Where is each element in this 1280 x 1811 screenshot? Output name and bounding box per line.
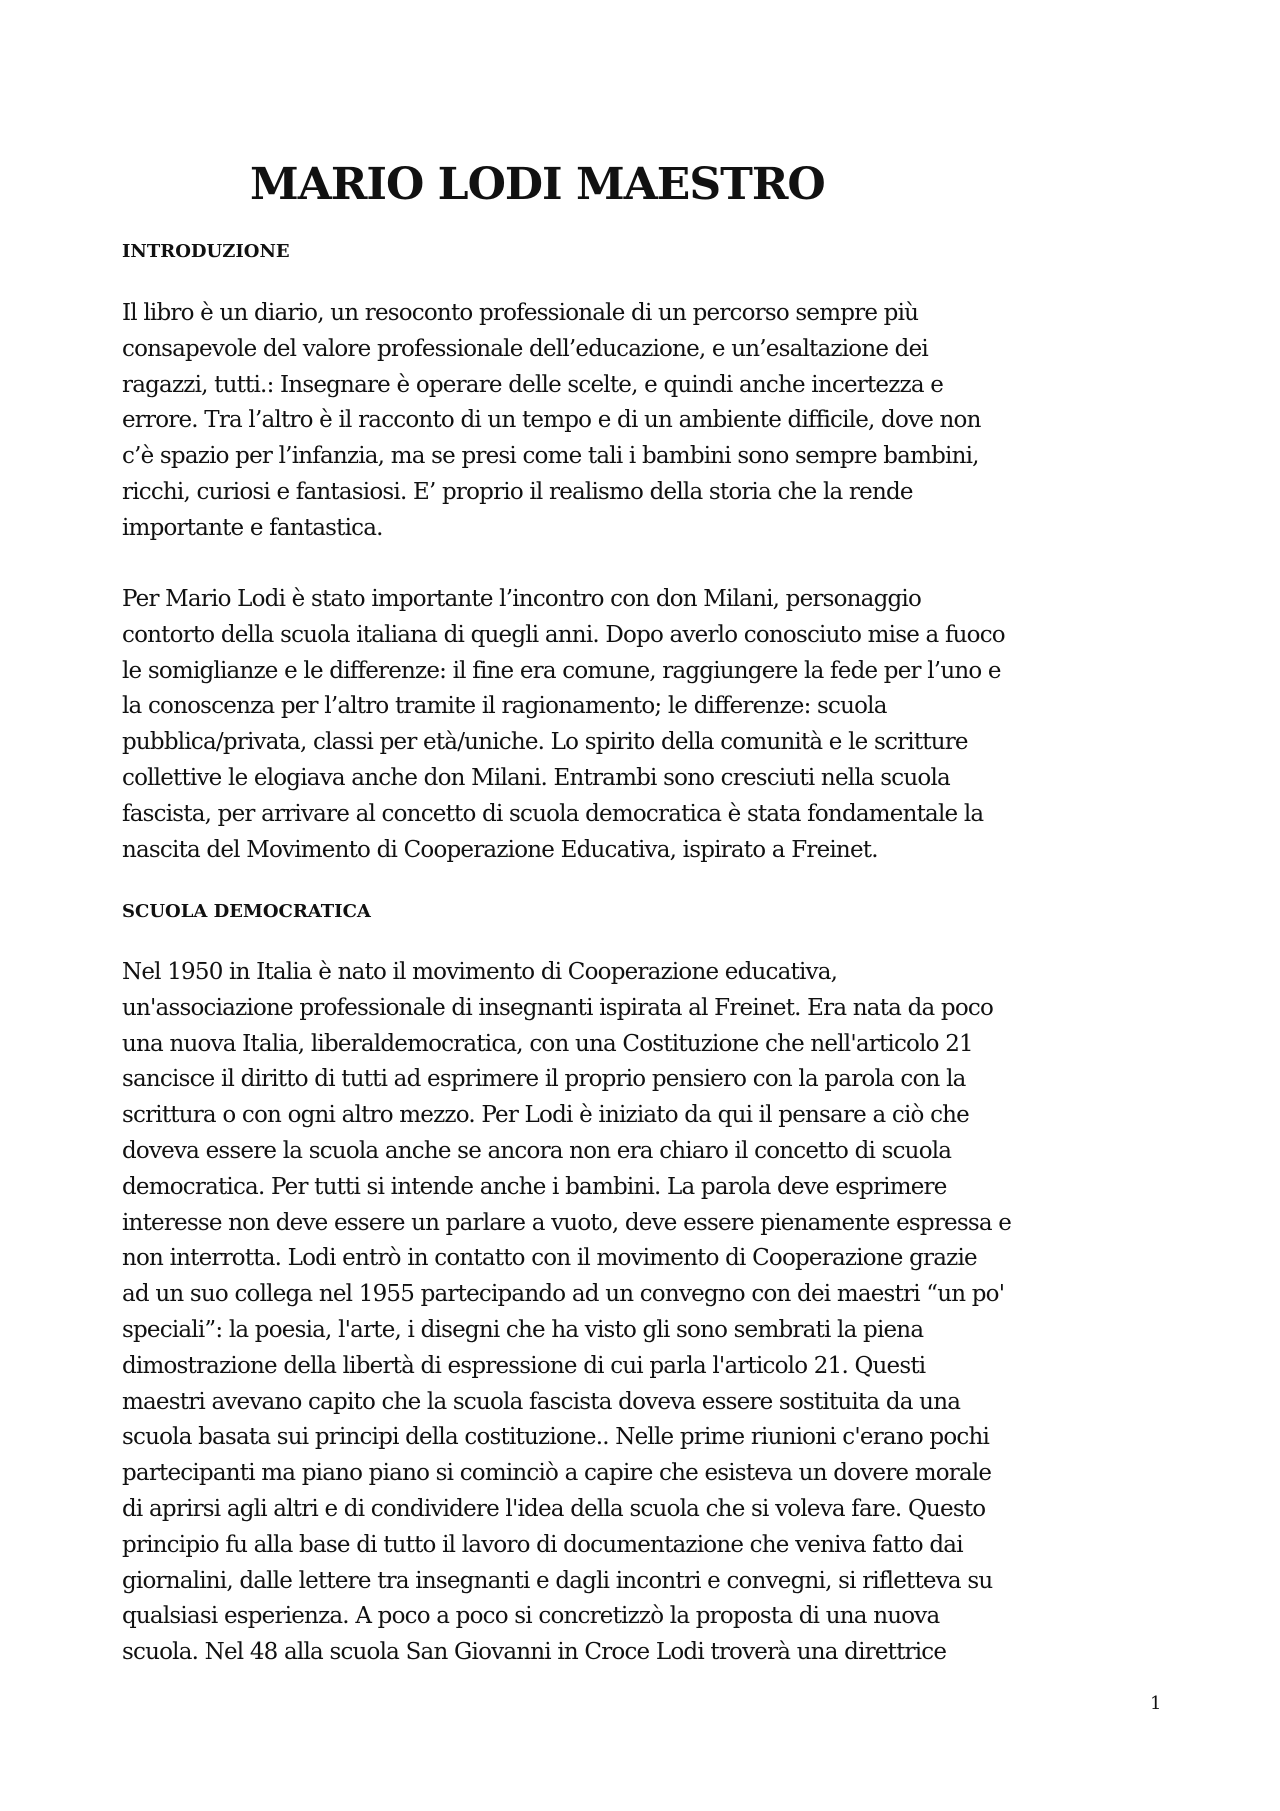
text-line: contorto della scuola italiana di quegli anni. Dopo averlo conosciuto mise a fuoco	[122, 621, 1005, 648]
text-line: ad un suo collega nel 1955 partecipando ad un convegno con dei maestri “un po'	[122, 1281, 1005, 1308]
text-line: giornalini, dalle lettere tra insegnanti e dagli incontri e convegni, si rifletteva su	[122, 1567, 993, 1594]
section-heading-scuola-democratica: SCUOLA DEMOCRATICA	[122, 901, 371, 922]
text-line: non interrotta. Lodi entrò in contatto con il movimento di Cooperazione grazie	[122, 1245, 977, 1272]
paragraph-intro-1	[122, 296, 1167, 547]
paragraph-scuola-democratica	[122, 955, 1167, 1671]
text-line: partecipanti ma piano piano si cominciò a capire che esisteva un dovere morale	[122, 1460, 992, 1487]
text-line: Nel 1950 in Italia è nato il movimento di Cooperazione educativa,	[122, 959, 838, 985]
text-line: importante e fantastica.	[122, 514, 383, 541]
text-line: principio fu alla base di tutto il lavoro di documentazione che veniva fatto dai	[122, 1531, 963, 1558]
text-line: la conoscenza per l’altro tramite il ragionamento; le differenze: scuola	[122, 693, 887, 720]
document-title: MARIO LODI MAESTRO	[250, 159, 825, 210]
text-line: collettive le elogiava anche don Milani. Entrambi sono cresciuti nella scuola	[122, 764, 950, 791]
text-line: democratica. Per tutti si intende anche i bambini. La parola deve esprimere	[122, 1173, 947, 1200]
text-line: Il libro è un diario, un resoconto professionale di un percorso sempre più	[122, 300, 919, 326]
text-line: scrittura o con ogni altro mezzo. Per Lodi è iniziato da qui il pensare a ciò che	[122, 1102, 969, 1129]
text-line: ricchi, curiosi e fantasiosi. E’ proprio il realismo della storia che la rende	[122, 478, 913, 505]
page-number: 1	[1150, 1693, 1162, 1714]
text-line: dimostrazione della libertà di espressione di cui parla l'articolo 21. Questi	[122, 1352, 926, 1379]
text-line: di aprirsi agli altri e di condividere l'idea della scuola che si voleva fare. Questo	[122, 1495, 986, 1522]
paragraph-intro-2	[122, 582, 1167, 868]
text-line: doveva essere la scuola anche se ancora non era chiaro il concetto di scuola	[122, 1137, 952, 1164]
text-line: le somiglianze e le differenze: il fine era comune, raggiungere la fede per l’uno e	[122, 657, 1001, 684]
text-line: errore. Tra l’altro è il racconto di un tempo e di un ambiente difficile, dove non	[122, 407, 981, 434]
text-line: un'associazione professionale di insegnanti ispirata al Freinet. Era nata da poco	[122, 994, 994, 1021]
text-line: scuola basata sui principi della costituzione.. Nelle prime riunioni c'erano pochi	[122, 1424, 990, 1451]
text-line: pubblica/privata, classi per età/uniche. Lo spirito della comunità e le scritture	[122, 729, 968, 756]
text-line: Per Mario Lodi è stato importante l’incontro con don Milani, personaggio	[122, 586, 922, 612]
text-line: interesse non deve essere un parlare a vuoto, deve essere pienamente espressa e	[122, 1209, 1012, 1236]
text-line: qualsiasi esperienza. A poco a poco si concretizzò la proposta di una nuova	[122, 1603, 940, 1630]
text-line: sancisce il diritto di tutti ad esprimere il proprio pensiero con la parola con la	[122, 1066, 966, 1093]
text-line: consapevole del valore professionale dell’educazione, e un’esaltazione dei	[122, 335, 928, 362]
text-line: maestri avevano capito che la scuola fascista doveva essere sostituita da una	[122, 1388, 961, 1415]
text-line: ragazzi, tutti.: Insegnare è operare delle scelte, e quindi anche incertezza e	[122, 371, 944, 398]
text-line: fascista, per arrivare al concetto di scuola democratica è stata fondamentale la	[122, 800, 984, 827]
text-line: c’è spazio per l’infanzia, ma se presi come tali i bambini sono sempre bambini,	[122, 443, 979, 470]
text-line: scuola. Nel 48 alla scuola San Giovanni in Croce Lodi troverà una direttrice	[122, 1639, 947, 1666]
section-heading-introduzione: INTRODUZIONE	[122, 241, 290, 262]
text-line: speciali”: la poesia, l'arte, i disegni che ha visto gli sono sembrati la piena	[122, 1316, 924, 1343]
text-line: nascita del Movimento di Cooperazione Educativa, ispirato a Freinet.	[122, 836, 878, 863]
text-line: una nuova Italia, liberaldemocratica, con una Costituzione che nell'articolo 21	[122, 1030, 973, 1057]
